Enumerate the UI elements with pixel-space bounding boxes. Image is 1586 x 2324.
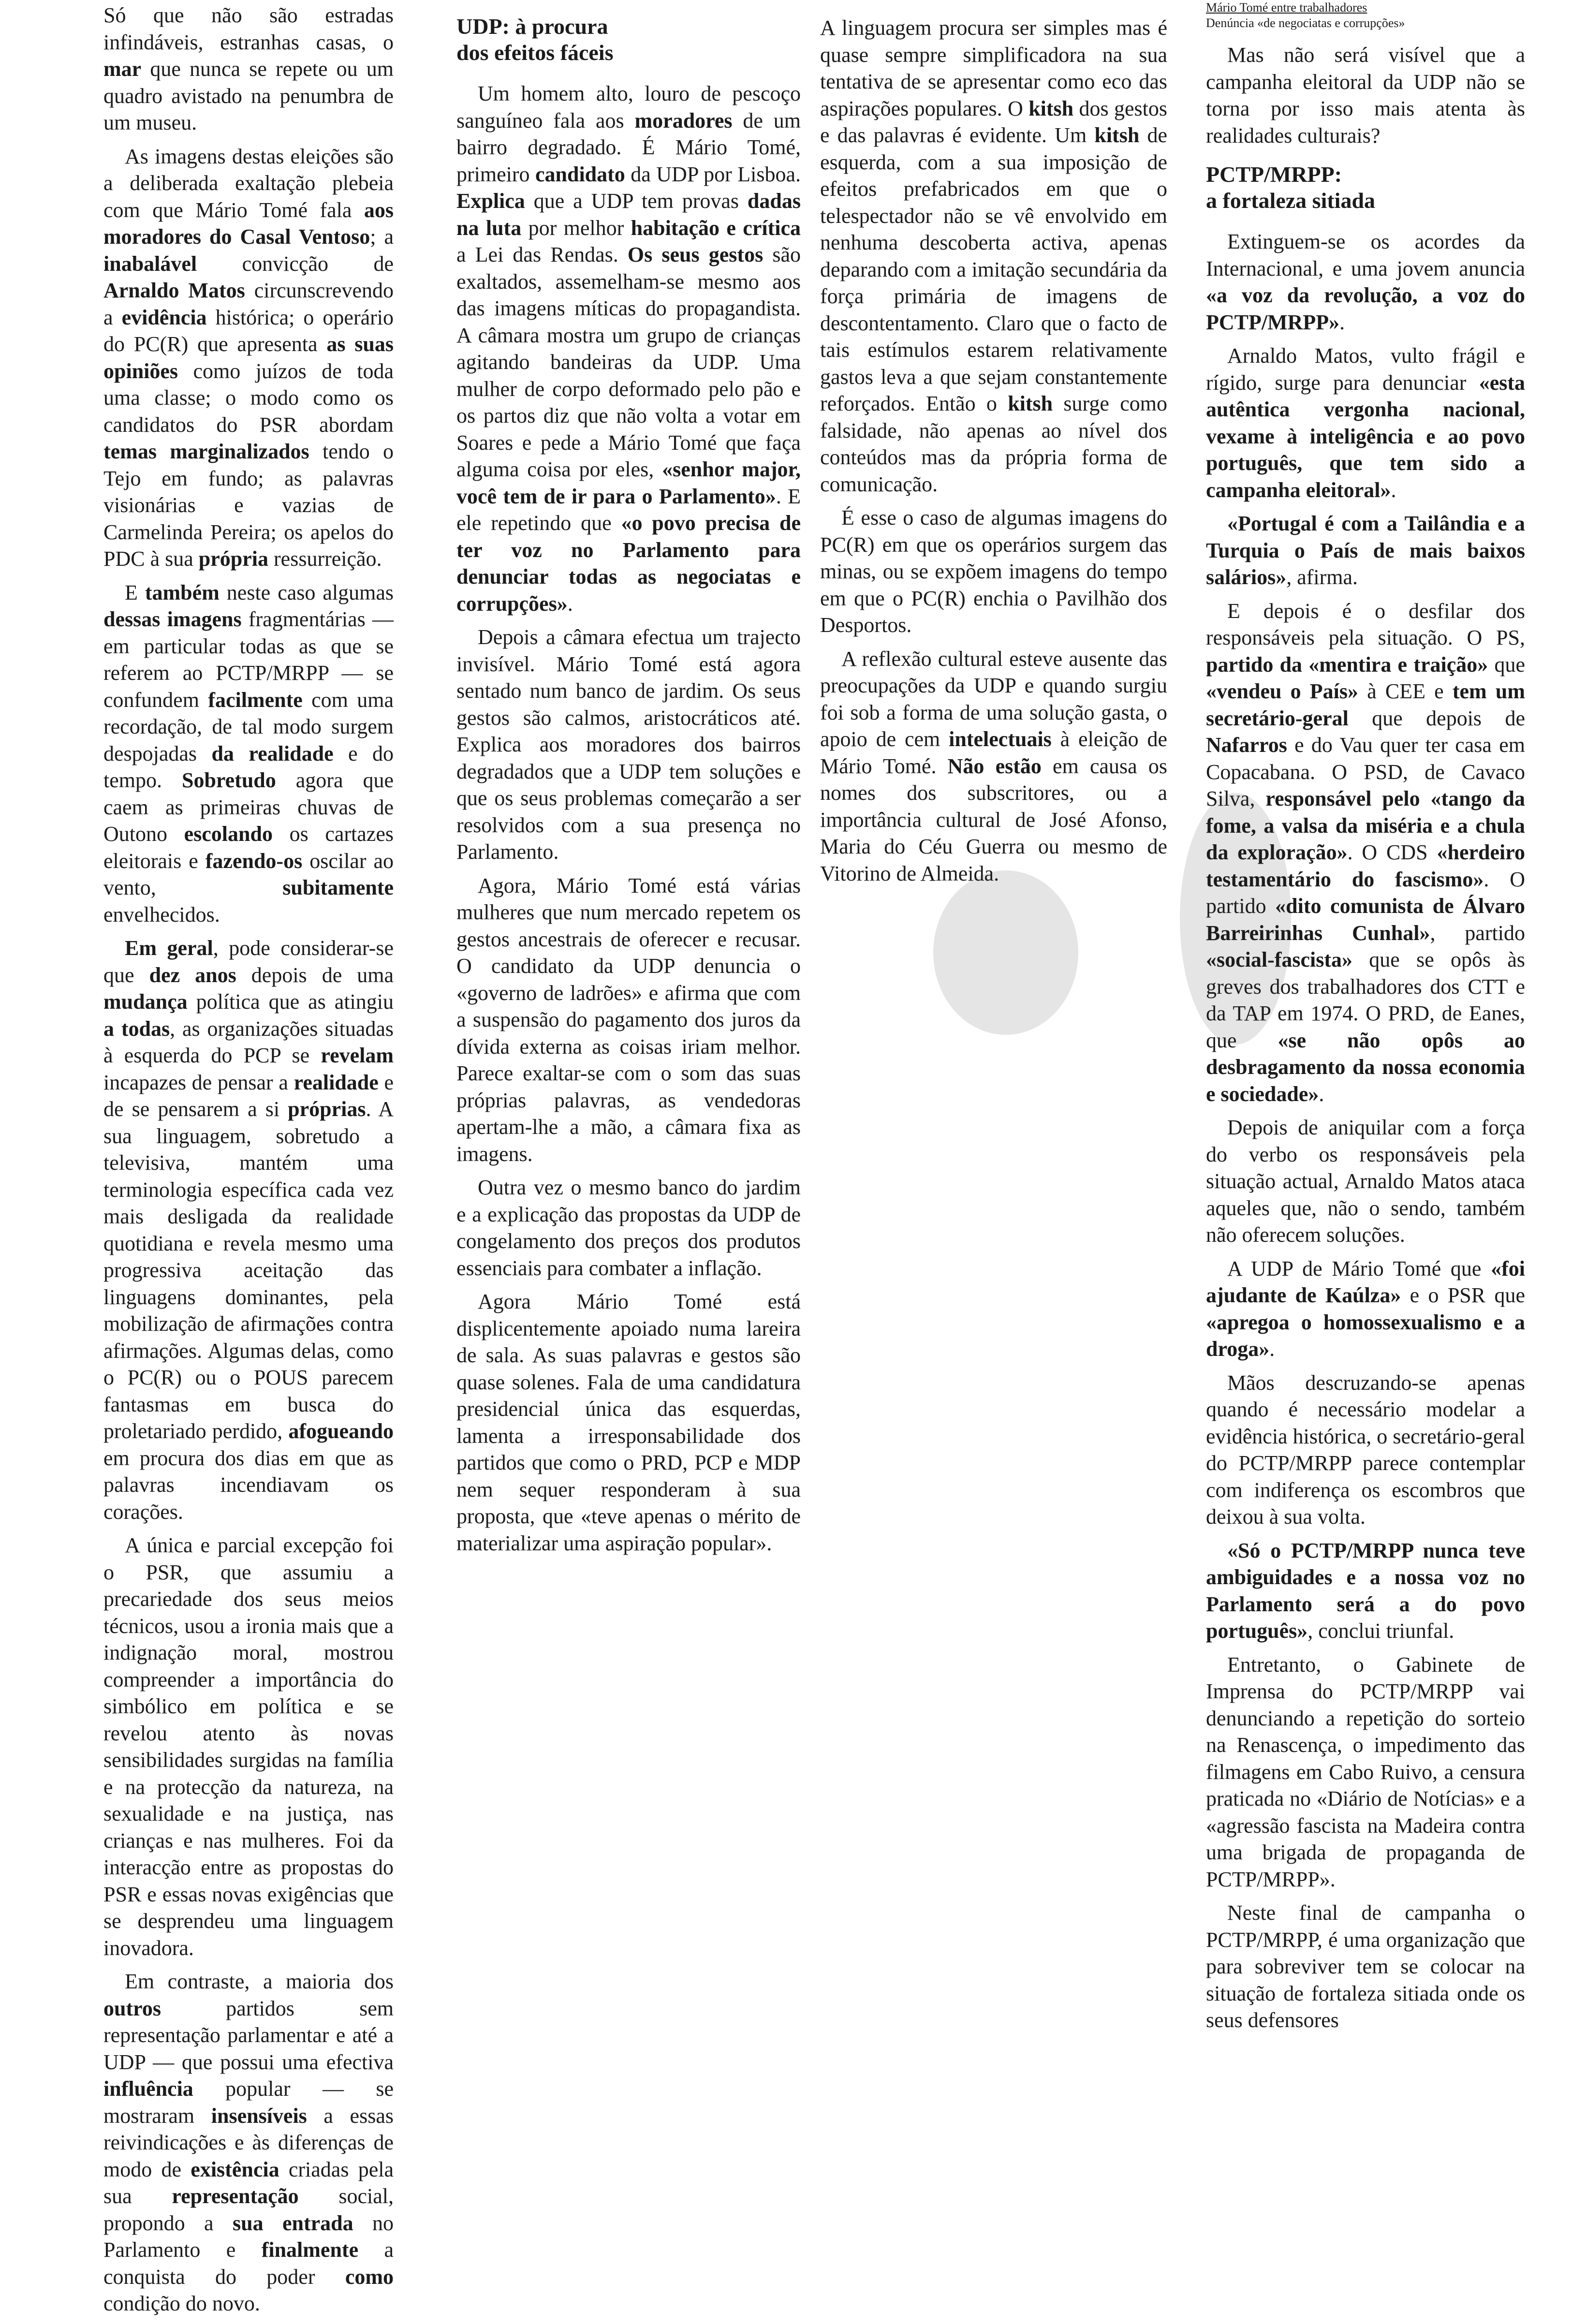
paragraph: E também neste caso algumas dessas imagens fragmentárias — em particular todas as que se referem ao PCTP/MRPP — se confundem facilmente com uma recordação, de tal modo surgem despojadas da realidade e do tempo. Sobretudo agora que caem as primeiras chuvas de Outono escolando os cartazes eleitorais e fazendo-os oscilar ao vento, subitamente envelhecidos. (103, 580, 394, 927)
paragraph: A única e parcial excepção foi o PSR, que assumiu a precariedade dos seus meios técnicos, usou a ironia mais que a indignação moral, mostrou compreender a importância do simbólico em política e se revelou atento às novas sensibilidades surgidas na família e na protecção da natureza, na sexualidade e na justiça, nas crianças e nas mulheres. Foi da interacção entre as propostas do PSR e essas novas exigências que se desprendeu uma linguagem inovadora. (103, 1533, 394, 1960)
bold-phrase: intelectuais (949, 727, 1052, 751)
bold-phrase: evidência (121, 305, 207, 329)
photo-caption (1206, 0, 1525, 31)
paragraph: Agora, Mário Tomé está várias mulheres que num mercado repetem os gestos ancestrais de oferecer e recusar. O candidato da UDP denuncia o «governo de ladrões» e afirma que com a suspensão do pagamento dos juros da dívida externa as coisas iriam melhor. Parece exaltar-se com o som das suas próprias palavras, as vendedoras apertam-lhe a mão, a câmara fixa as imagens. (456, 873, 801, 1166)
paragraph: A UDP de Mário Tomé que «foi ajudante de Kaúlza» e o PSR que «apregoa o homossexualismo e a droga». (1206, 1256, 1525, 1361)
bold-phrase: Em geral (125, 936, 213, 960)
paragraph: Em contraste, a maioria dos outros partidos sem representação parlamentar e até a UDP — que possui uma efectiva influência popular — se mostraram insensíveis a essas reivindicações e às diferenças de modo de existência criadas pela sua representação social, propondo a sua entrada no Parlamento e finalmente a conquista do poder como condição do novo. (103, 1970, 394, 2315)
column-1 (103, 2, 394, 2324)
bold-phrase: realidade (294, 1070, 379, 1094)
pctp-section-heading (1206, 162, 1525, 214)
bold-phrase: dadas na luta (456, 189, 801, 240)
bold-phrase: Arnaldo Matos (103, 279, 245, 302)
bold-phrase: revelam (321, 1044, 394, 1067)
bold-phrase: escolando (184, 822, 273, 846)
paragraph: As imagens destas eleições são a deliberada exaltação plebeia com que Mário Tomé fala aos moradores do Casal Ventoso; a inabalável convicção de Arnaldo Matos circunscrevendo a evidência histórica; o operário do PC(R) que apresenta as suas opiniões como juízos de toda uma classe; o modo como os candidatos do PSR abordam temas marginalizados tendo o Tejo em fundo; as palavras visionárias e vazias de Carmelinda Pereira; os apelos do PDC à sua própria ressurreição. (103, 144, 394, 571)
pctp-heading-line-2: a fortaleza sitiada (1206, 188, 1376, 213)
paragraph: É esse o caso de algumas imagens do PC(R) em que os operários surgem das minas, ou se expõem imagens do tempo em que o PC(R) enchia o Pavilhão dos Desportos. (820, 506, 1167, 637)
paragraph: A reflexão cultural esteve ausente das preocupações da UDP e quando surgiu foi sob a forma de uma solução gasta, o apoio de cem intelectuais à eleição de Mário Tomé. Não estão em causa os nomes dos subscritores, ou a importância cultural de José Afonso, Maria do Céu Guerra ou mesmo de Vitorino de Almeida. (820, 647, 1167, 885)
udp-section-heading (456, 14, 801, 66)
bold-phrase: «foi ajudante de Kaúlza» (1206, 1256, 1525, 1307)
bold-phrase: afogueando (288, 1419, 394, 1443)
paragraph: Arnaldo Matos, vulto frágil e rígido, surge para denunciar «esta autêntica vergonha nacional, vexame à inteligência e ao povo português, que tem sido a campanha eleitoral». (1206, 344, 1525, 502)
bold-phrase: «herdeiro testamentário do fascismo» (1206, 840, 1525, 891)
paragraph: Entretanto, o Gabinete de Imprensa do PCTP/MRPP vai denunciando a repetição do sorteio na Renascença, o impedimento das filmagens em Cabo Ruivo, a censura praticada no «Diário de Notícias» e a «agressão fascista na Madeira contra uma brigada de propaganda de PCTP/MRPP». (1206, 1652, 1525, 1891)
bold-phrase: representação (172, 2184, 299, 2208)
paragraph: Extinguem-se os acordes da Internacional, e uma jovem anuncia «a voz da revolução, a voz do PCTP/MRPP». (1206, 230, 1525, 334)
bold-phrase: «social-fascista» (1206, 948, 1353, 971)
bold-phrase: responsável pelo «tango da fome, a valsa da miséria e a chula da exploração» (1206, 787, 1525, 864)
bold-phrase: «dito comunista de Álvaro Barreirinhas Cunhal» (1206, 894, 1525, 945)
paragraph: Depois de aniquilar com a força do verbo os responsáveis pela situação actual, Arnaldo Matos ataca aqueles que, não o sendo, também não oferecem soluções. (1206, 1116, 1525, 1247)
paragraph: Só que não são estradas infindáveis, estranhas casas, o mar que nunca se repete ou um quadro avistado na penumbra de um museu. (103, 3, 394, 134)
bold-phrase: finalmente (261, 2238, 359, 2262)
bold-phrase: própria (198, 547, 269, 571)
paragraph: Depois a câmara efectua um trajecto invisível. Mário Tomé está agora sentado num banco de jardim. Os seus gestos são calmos, aristocráticos até. Explica aos moradores dos bairros degradados que a UDP tem soluções e que os seus problemas começarão a ser resolvidos com a sua presença no Parlamento. (456, 625, 801, 864)
bold-phrase: «a voz da revolução, a voz do PCTP/MRPP» (1206, 283, 1525, 334)
bold-phrase: «esta autêntica vergonha nacional, vexame à inteligência e ao povo português, que tem sido a campanha eleitoral» (1206, 370, 1525, 502)
bold-phrase: habitação e crítica (631, 216, 801, 240)
bold-phrase: kitsh (1094, 123, 1140, 147)
bold-phrase: inabalável (103, 251, 197, 276)
column-3 (820, 15, 1167, 894)
bold-phrase: da realidade (211, 741, 334, 765)
paragraph: Mãos descruzando-se apenas quando é necessário modelar a evidência histórica, o secretário-geral do PCTP/MRPP parece contemplar com indiferença os escombros que deixou à sua volta. (1206, 1370, 1525, 1529)
column-3-body (820, 15, 1167, 887)
bold-phrase: Os seus gestos (627, 243, 764, 266)
bold-phrase: kitsh (1008, 392, 1053, 415)
bold-phrase: as suas opiniões (103, 332, 394, 383)
bold-phrase: Não estão (947, 754, 1042, 778)
paragraph: Neste final de campanha o PCTP/MRPP, é uma organização que para sobreviver tem se colocar na situação de fortaleza sitiada onde os seus defensores (1206, 1901, 1525, 2032)
bold-phrase: sua entrada (232, 2211, 353, 2235)
bold-phrase: partido da «mentira e traição» (1206, 652, 1488, 677)
paragraph: «Portugal é com a Tailândia e a Turquia o País de mais baixos salários», afirma. (1206, 512, 1525, 589)
bold-phrase: «se não opôs ao desbragamento da nossa economia e sociedade» (1206, 1028, 1525, 1106)
paragraph: Em geral, pode considerar-se que dez anos depois de uma mudança política que as atingiu a todas, as organizações situadas à esquerda do PCP se revelam incapazes de pensar a realidade e de se pensarem a si próprias. A sua linguagem, sobretudo a televisiva, mantém uma terminologia específica cada vez mais desligada da realidade quotidiana e revela mesmo uma progressiva aceitação das linguagens dominantes, pela mobilização de afirmações contra afirmações. Algumas delas, como o PC(R) ou o POUS parecem fantasmas em busca do proletariado perdido, afogueando em procura dos dias em que as palavras incendiavam os corações. (103, 936, 394, 1524)
bold-phrase: «senhor major, você tem de ir para o Parlamento» (456, 457, 801, 508)
bold-phrase: candidato (535, 162, 625, 186)
bold-phrase: «Só o PCTP/MRPP nunca teve ambiguidades e a nossa voz no Parlamento será a do povo português» (1206, 1538, 1525, 1643)
bold-phrase: subitamente (282, 876, 394, 899)
bold-phrase: mudança (103, 990, 188, 1014)
column-2 (456, 14, 801, 1563)
bold-phrase: outros (103, 1996, 161, 2020)
bold-phrase: influência (103, 2077, 193, 2101)
bold-phrase: «o povo precisa de ter voz no Parlamento para denunciar todas as negociatas e corrupções» (456, 511, 801, 616)
bold-phrase: a todas (103, 1016, 170, 1041)
column-1-body (103, 2, 394, 2317)
bold-phrase: Sobretudo (181, 768, 276, 792)
bold-phrase: «Portugal é com a Tailândia e a Turquia o País de mais baixos salários» (1206, 512, 1525, 589)
column-4-intro (1206, 42, 1525, 149)
bold-phrase: «vendeu o País» (1206, 679, 1359, 703)
udp-heading-line-2: dos efeitos fáceis (456, 40, 614, 65)
bold-phrase: como (345, 2265, 394, 2289)
bold-phrase: também (145, 580, 220, 604)
paragraph: A linguagem procura ser simples mas é quase sempre simplificadora na sua tentativa de se apresentar como eco das aspirações populares. O kitsh dos gestos e das palavras é evidente. Um kitsh de esquerda, com a sua imposição de efeitos prefabricados em que o telespectador não se vê envolvido em nenhuma descoberta activa, apenas deparando com a imitação secundária da força primária de imagens de descontentamento. Claro que o facto de tais estímulos estarem relativamente gastos leva a que sejam constantemente reforçados. Então o kitsh surge como falsidade, não apenas ao nível dos conteúdos mas da própria forma de comunicação. (820, 16, 1168, 496)
print-smudge (933, 870, 1078, 1035)
bold-phrase: existência (191, 2157, 279, 2181)
udp-heading-line-1: UDP: à procura (456, 14, 608, 39)
bold-phrase: Explica (456, 189, 525, 213)
paragraph: Outra vez o mesmo banco do jardim e a explicação das propostas da UDP de congelamento dos preços dos produtos essenciais para combater a inflação. (456, 1176, 801, 1280)
bold-phrase: facilmente (208, 688, 303, 712)
column-2-body (456, 80, 801, 1557)
bold-phrase: temas marginalizados (103, 440, 309, 463)
bold-phrase: Nafarros (1206, 733, 1287, 757)
bold-phrase: dez anos (149, 963, 236, 987)
column-4-body (1206, 228, 1525, 2034)
bold-phrase: próprias (288, 1097, 366, 1121)
bold-phrase: kitsh (1028, 96, 1074, 120)
pctp-heading-line-1: PCTP/MRPP: (1206, 162, 1342, 187)
bold-phrase: «apregoa o homossexualismo e a droga» (1206, 1310, 1525, 1361)
paragraph: «Só o PCTP/MRPP nunca teve ambiguidades e a nossa voz no Parlamento será a do povo português», conclui triunfal. (1206, 1538, 1525, 1643)
paragraph: Mas não será visível que a campanha eleitoral da UDP não se torna por isso mais atenta às realidades culturais? (1206, 43, 1525, 147)
paragraph: Um homem alto, louro de pescoço sanguíneo fala aos moradores de um bairro degradado. É Mário Tomé, primeiro candidato da UDP por Lisboa. Explica que a UDP tem provas dadas na luta por melhor habitação e crítica a Lei das Rendas. Os seus gestos são exaltados, assemelham-se mesmo aos das imagens míticas do propagandista. A câmara mostra um grupo de crianças agitando bandeiras da UDP. Uma mulher de corpo deformado pelo pão e os partos diz que não volta a votar em Soares e pede a Mário Tomé que faça alguma coisa por eles, «senhor major, você tem de ir para o Parlamento». E ele repetindo que «o povo precisa de ter voz no Parlamento para denunciar todas as negociatas e corrupções». (456, 82, 801, 616)
bold-phrase: aos moradores do Casal Ventoso (103, 198, 394, 249)
print-smudge (1180, 793, 1291, 1044)
bold-phrase: fazendo-os (205, 849, 303, 873)
bold-phrase: mar (103, 57, 142, 81)
bold-phrase: insensíveis (211, 2103, 307, 2128)
bold-phrase: moradores (634, 108, 733, 132)
paragraph: Agora Mário Tomé está displicentemente apoiado numa lareira de sala. As suas palavras e gestos são quase solenes. Fala de uma candidatura presidencial única das esquerdas, lamenta a irresponsabilidade dos partidos que como o PRD, PCP e MDP nem sequer responderam à sua proposta, que «teve apenas o mérito de materializar uma aspiração popular». (456, 1290, 801, 1555)
photo-caption-line-2: Denúncia «de negociatas e corrupções» (1206, 16, 1405, 30)
photo-caption-line-1: Mário Tomé entre trabalhadores (1206, 0, 1367, 15)
paragraph: E depois é o desfilar dos responsáveis pela situação. O PS, partido da «mentira e traição» que «vendeu o País» à CEE e tem um secretário-geral que depois de Nafarros e do Vau quer ter casa em Copacabana. O PSD, de Cavaco Silva, responsável pelo «tango da fome, a valsa da miséria e a chula da exploração». O CDS «herdeiro testamentário do fascismo». O partido «dito comunista de Álvaro Barreirinhas Cunhal», partido «social-fascista» que se opôs às greves dos trabalhadores dos CTT e da TAP em 1974. O PRD, de Eanes, que «se não opôs ao desbragamento da nossa economia e sociedade». (1206, 599, 1526, 1106)
bold-phrase: dessas imagens (103, 607, 242, 631)
bold-phrase: tem um secretário-geral (1206, 679, 1525, 730)
